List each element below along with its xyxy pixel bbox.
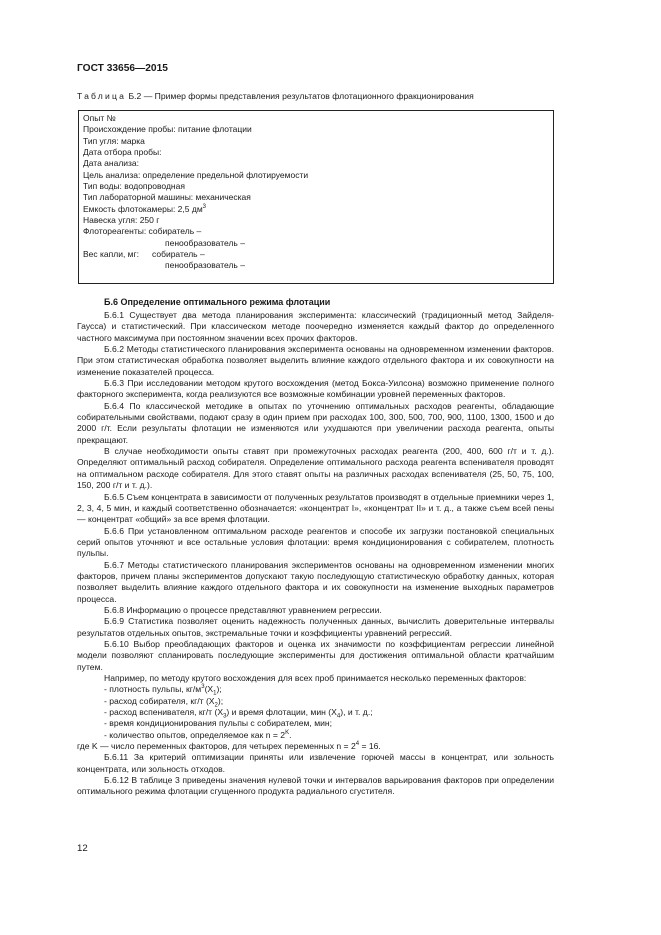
paragraph-example: Например, по методу крутого восхождения для всех проб принимается несколько переменных факторов: [104, 673, 527, 683]
where-clause-exp: 4 [355, 741, 360, 748]
factor-item-frother-text: - расход вспенивателя, кг/т (X [104, 707, 224, 718]
form-coal-sample: Навеска угля: 250 г [83, 215, 160, 226]
form-cell-capacity [83, 204, 553, 215]
factor-item-collector-text: - расход собирателя, кг/т (X [104, 695, 215, 706]
table-caption-label: Таблица [77, 91, 127, 101]
paragraph-b611: Б.6.11 За критерий оптимизации приняты или извлечение горючей массы в концентрат, или зольность концентрата, или зольность отходов. [77, 752, 554, 774]
factor-item-pulp-density-unit-exp: 3 [201, 684, 205, 691]
form-drop-frother: пенообразователь – [165, 260, 245, 271]
form-experiment: Опыт № [83, 113, 116, 123]
body-text [77, 310, 554, 798]
factor-item-frother-time [77, 707, 554, 718]
factor-item-time-index: 4 [336, 713, 341, 720]
where-clause-text: где K — число переменных факторов, для четырех переменных n = 2 [77, 741, 356, 752]
form-drop-weight-label: Вес капли, мг: [83, 249, 139, 260]
where-clause-end: = 16. [359, 741, 381, 752]
factor-item-collector-end: ); [217, 695, 224, 706]
form-analysis-date: Дата анализа: [83, 158, 140, 169]
form-drop-collector: собиратель – [152, 249, 205, 260]
paragraph-b64-continued: В случае необходимости опыты ставят при промежуточных расходах реагента (200, 400, 600 г/т и т. д.). Определяют оптимальный расход собирателя. Определение оптимального расхода реагента вспенивателя проводят на оптимальном расходе собирателя. Для этого ставят опыты на различных расходах вспенивателя (25, 50, 75, 100, 150, 200 г/т и т. д.). [77, 446, 554, 491]
form-machine-type: Тип лабораторной машины: механическая [83, 192, 251, 203]
factor-item-experiments-text: - количество опытов, определяемое как n = 2 [104, 729, 286, 740]
paragraph-b612: Б.6.12 В таблице 3 приведены значения нулевой точки и интервалов варьирования факторов при определении оптимального режима флотации сгущенного продукта радиального сгустителя. [77, 775, 554, 797]
paragraph-b61: Б.6.1 Существует два метода планирования эксперимента: классический (традиционный метод Зайделя-Гаусса) и статистический. При классическом методе поочередно изменяется каждый фактор до определенного частного максимума при постоянном значении всех прочих факторов. [77, 310, 554, 343]
paragraph-b68: Б.6.8 Информацию о процессе представляют уравнением регрессии. [104, 604, 382, 615]
table-caption [77, 91, 474, 101]
factor-item-frother-index: 3 [223, 713, 227, 720]
table-caption-text: Б.2 — Пример формы представления результатов флотационного фракционирования [126, 91, 474, 101]
factor-item-pulp-density-text: - плотность пульпы, кг/м [104, 684, 202, 695]
section-title: Б.6 Определение оптимального режима флотации [104, 297, 331, 307]
form-reagents: Флотореагенты: собиратель – [83, 226, 202, 237]
factor-item-pulp-density-end: ); [216, 684, 222, 695]
standard-number: ГОСТ 33656—2015 [77, 63, 168, 74]
form-coal-type: Тип угля: марка [83, 135, 145, 146]
paragraph-b62: Б.6.2 Методы статистического планирования эксперимента основаны на одновременном изменении факторов. При этом статистическая обработка позволяет выделить влияние каждого отдельного фактора и их совокупности на изменение показателей процесса. [77, 344, 554, 377]
factor-item-experiments-end: . [289, 729, 292, 740]
factor-item-frother-time-end: ), и т. д.; [340, 707, 373, 718]
form-reagents-frother: пенообразователь – [165, 237, 245, 248]
paragraph-b64: Б.6.4 По классической методике в опытах по уточнению оптимальных расходов реагенты, обладающие собирательными свойствами, подают сразу в один прием при расходах 100, 300, 500, 700, 900, 1100, 1300, 1500 и до 2000 г/т. Если результаты флотации не изменяются или ухудшаются при увеличении расхода реагента, опыты прекращают. [77, 400, 554, 445]
where-clause [77, 741, 554, 752]
form-water-type: Тип воды: водопроводная [83, 181, 185, 192]
form-drop-weight [83, 249, 553, 260]
factor-item-collector [77, 696, 554, 707]
factor-item-conditioning: - время кондиционирования пульпы с собирателем, мин; [104, 718, 333, 729]
paragraph-b610: Б.6.10 Выбор преобладающих факторов и оценка их значимости по коэффициентам регрессии линейной модели позволяют спланировать последующие эксперименты для достижения оптимальной области кратчайшим путем. [77, 638, 554, 672]
form-sampling-date: Дата отбора пробы: [83, 147, 162, 158]
factor-item-experiments-exp: K [285, 729, 290, 736]
form-cell-capacity-exponent: 3 [202, 203, 207, 210]
results-form-table [78, 110, 554, 284]
form-analysis-goal: Цель анализа: определение предельной флотируемости [83, 169, 309, 180]
factor-item-pulp-density-index: 1 [213, 691, 217, 698]
paragraph-b67: Б.6.7 Методы статистического планирования экспериментов основаны на одновременном изменении многих факторов, причем планы экспериментов допускают такую последующую статистическую обработку данных, которая позволяет выделить влияние каждого отдельного фактора и их совокупности на изменение выходных параметров процесса. [77, 559, 554, 604]
factor-item-pulp-density [77, 684, 554, 698]
factor-item-time-text: ) и время флотации, мин (X [226, 707, 337, 718]
paragraph-b65: Б.6.5 Съем концентрата в зависимости от полученных результатов производят в отдельные приемники через 1, 2, 3, 4, 5 мин, и каждый соответственно обозначается: «концентрат I», «концентрат II» и т. д., а также съем всей пены — концентрат «общий» за все время флотации. [77, 491, 554, 525]
form-cell-capacity-text: Емкость флотокамеры: 2,5 дм [83, 203, 203, 214]
factor-item-experiments-count [77, 730, 554, 741]
paragraph-b63: Б.6.3 При исследовании методом крутого восхождения (метод Бокса-Уилсона) возможно применение полного факторного эксперимента, когда реализуются все возможные комбинации уровней переменных факторов. [77, 378, 554, 400]
page-number: 12 [77, 843, 88, 854]
factor-item-collector-index: 2 [214, 702, 218, 709]
paragraph-b66: Б.6.6 При установленном оптимальном расходе реагентов и способе их загрузки постановкой специальных серий опытов уточняют и все остальные условия флотации: время кондиционирования с собирателем, плотность пульпы. [77, 525, 554, 559]
form-sample-origin: Происхождение пробы: питание флотации [83, 124, 252, 135]
factor-item-pulp-density-var: (X [204, 684, 214, 695]
paragraph-b69: Б.6.9 Статистика позволяет оценить надежность полученных данных, вычислить доверительные интервалы результатов отдельных опытов, экстремальные точки и коэффициенты уравнений регрессий. [77, 616, 554, 638]
